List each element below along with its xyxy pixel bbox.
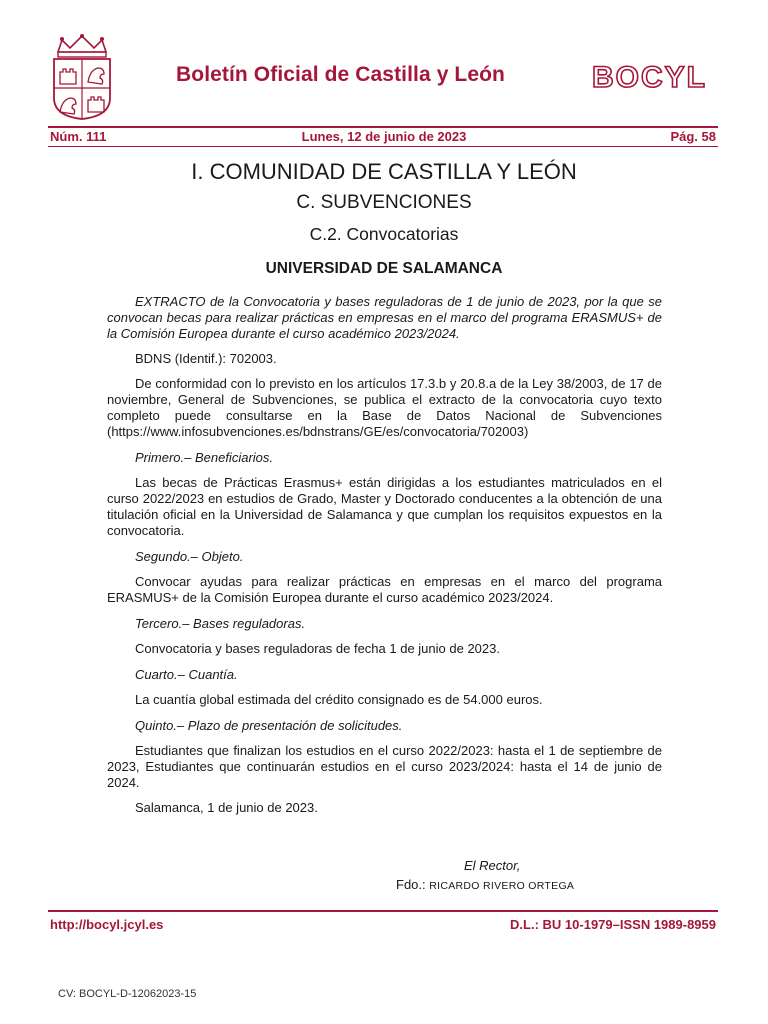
document-body bbox=[107, 294, 662, 816]
heading-segundo: Segundo.– Objeto. bbox=[135, 549, 244, 564]
deadline-paragraph: Estudiantes que finalizan los estudios en el curso 2022/2023: hasta el 1 de septiembre de 2023, Estudiantes que continuarán estudios en el curso 2023/2024: hasta el 14 de junio de 2024. bbox=[107, 743, 662, 790]
signature-line bbox=[396, 877, 574, 892]
issue-number: Núm. 111 bbox=[50, 129, 107, 144]
footer-url-link[interactable]: http://bocyl.jcyl.es bbox=[50, 917, 164, 932]
organization-heading: UNIVERSIDAD DE SALAMANCA bbox=[265, 260, 503, 277]
footer-legal-deposit: D.L.: BU 10-1979–ISSN 1989-8959 bbox=[510, 917, 716, 932]
signatory-name: RICARDO RIVERO ORTEGA bbox=[429, 880, 575, 892]
gazette-title: Boletín Oficial de Castilla y León bbox=[176, 63, 505, 86]
issue-date: Lunes, 12 de junio de 2023 bbox=[301, 129, 467, 144]
header-divider bbox=[48, 126, 718, 128]
page-number: Pág. 58 bbox=[670, 129, 716, 144]
heading-tercero: Tercero.– Bases reguladoras. bbox=[135, 616, 306, 631]
signature-prefix: Fdo.: bbox=[396, 877, 430, 892]
intro-paragraph: De conformidad con lo previsto en los artículos 17.3.b y 20.8.a de la Ley 38/2003, de 17 de noviembre, General de Subvenciones, se publica el extracto de la convocatoria cuyo texto completo puede consultarse en la Base de Datos Nacional de Subvenciones (https://www.infosubvenciones.es/bdnstrans/GE/es/convocatoria/702003) bbox=[107, 376, 662, 439]
beneficiaries-paragraph: Las becas de Prácticas Erasmus+ están dirigidas a los estudiantes matriculados en el curso 2022/2023 en estudios de Grado, Master y Doctorado conducentes a la obtención de una titulación oficial en la Universidad de Salamanca y que cumplan los requisitos expuestos en la convocatoria. bbox=[107, 475, 662, 538]
regulations-paragraph: Convocatoria y bases reguladoras de fecha 1 de junio de 2023. bbox=[135, 641, 500, 656]
coat-of-arms-icon bbox=[48, 34, 116, 120]
section-level-1: I. COMUNIDAD DE CASTILLA Y LEÓN bbox=[191, 159, 577, 184]
amount-paragraph: La cuantía global estimada del crédito consignado es de 54.000 euros. bbox=[135, 692, 543, 707]
signatory-title: El Rector, bbox=[464, 858, 521, 873]
extract-paragraph: EXTRACTO de la Convocatoria y bases reguladoras de 1 de junio de 2023, por la que se convocan becas para realizar prácticas en empresas en el marco del programa ERASMUS+ de la Comisión Europea durante el curso académico 2023/2024. bbox=[107, 294, 662, 341]
heading-primero: Primero.– Beneficiarios. bbox=[135, 450, 273, 465]
heading-cuarto: Cuarto.– Cuantía. bbox=[135, 667, 238, 682]
bocyl-logo bbox=[592, 61, 718, 91]
object-paragraph: Convocar ayudas para realizar prácticas en empresas en el marco del programa ERASMUS+ de la Comisión Europea durante el curso académico 2023/2024. bbox=[107, 574, 662, 605]
footer-divider bbox=[48, 910, 718, 912]
section-level-2: C. SUBVENCIONES bbox=[296, 192, 472, 213]
bocyl-logo-text: BOCYL bbox=[592, 61, 707, 91]
header-divider-thin bbox=[48, 146, 718, 147]
bdns-paragraph: BDNS (Identif.): 702003. bbox=[135, 351, 277, 366]
heading-quinto: Quinto.– Plazo de presentación de solicitudes. bbox=[135, 718, 403, 733]
verification-code: CV: BOCYL-D-12062023-15 bbox=[58, 988, 197, 1000]
section-level-3: C.2. Convocatorias bbox=[309, 224, 459, 244]
place-date: Salamanca, 1 de junio de 2023. bbox=[135, 800, 318, 815]
